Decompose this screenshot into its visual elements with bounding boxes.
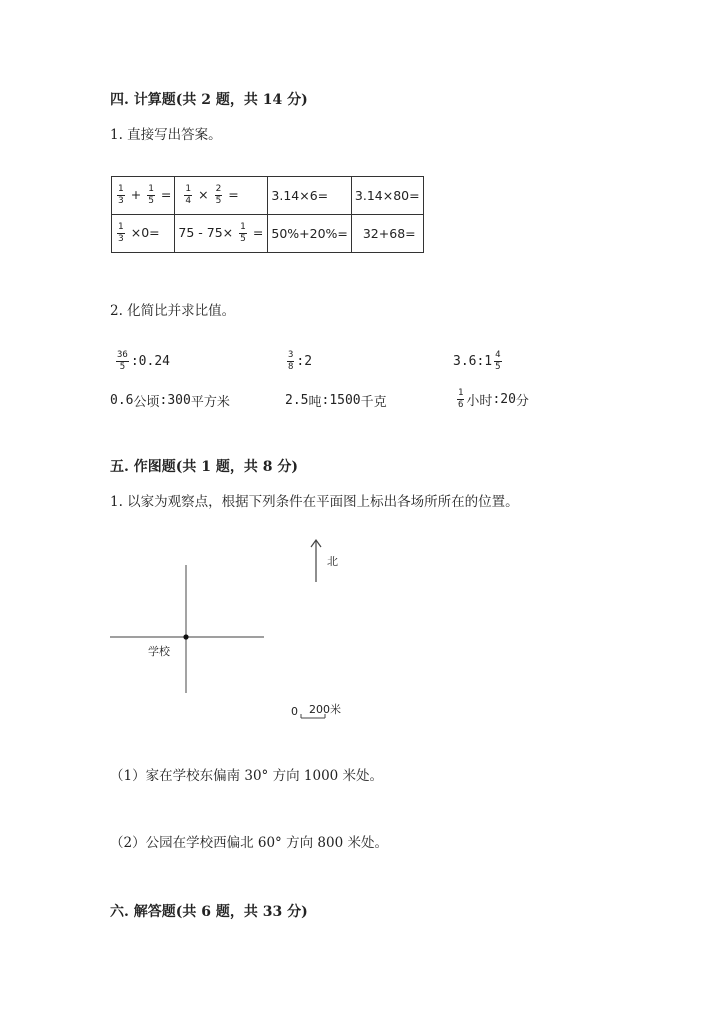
origin-label: 学校 — [148, 645, 170, 658]
ratio-item: $\frac{1}{6}$ 小时 : 20 分 — [458, 388, 529, 410]
fraction: $\frac{2}{5}$ — [215, 184, 222, 206]
table-cell: 75 - 75× $\frac{1}{5}$ = — [175, 215, 268, 253]
location-diagram — [0, 530, 720, 730]
condition-2: （2）公园在学校西偏北 60° 方向 800 米处。 — [110, 835, 388, 851]
table-cell: 32+68= — [351, 215, 423, 253]
question-2-label: 2. 化简比并求比值。 — [110, 303, 236, 319]
table-cell: 3.14×6= — [268, 177, 352, 215]
table-row — [112, 215, 424, 253]
fraction: $\frac{4}{5}$ — [495, 350, 501, 372]
scale-label: 200米 — [309, 703, 341, 716]
ratio-item: $\frac{3}{8}$ :2 — [288, 350, 313, 372]
table-cell: $\frac{1}{4}$ × $\frac{2}{5}$ = — [175, 177, 268, 215]
section-4-heading: 四. 计算题(共 2 题，共 14 分) — [110, 92, 308, 108]
ratio-item: 3.6:1 $\frac{4}{5}$ — [453, 350, 501, 372]
calc-table — [111, 176, 424, 253]
table-row — [112, 177, 424, 215]
fraction: $\frac{1}{5}$ — [148, 184, 154, 206]
north-arrow-icon — [311, 540, 321, 582]
table-cell: 3.14×80= — [351, 177, 423, 215]
fraction: $\frac{36}{5}$ — [117, 350, 128, 372]
fraction: $\frac{1}{3}$ — [118, 184, 124, 206]
ratio-item: 2.5 吨 : 1500 千克 — [285, 393, 387, 410]
ratio-item: $\frac{36}{5}$ :0.24 — [117, 350, 170, 372]
section-6-heading: 六. 解答题(共 6 题，共 33 分) — [110, 904, 308, 920]
fraction: $\frac{1}{3}$ — [118, 222, 124, 244]
table-cell: 50%+20%= — [268, 215, 352, 253]
fraction: $\frac{1}{6}$ — [458, 388, 464, 410]
fraction: $\frac{3}{8}$ — [288, 350, 294, 372]
table-cell: $\frac{1}{3}$ + $\frac{1}{5}$ = — [112, 177, 175, 215]
question-1-label: 1. 以家为观察点，根据下列条件在平面图上标出各场所所在的位置。 — [110, 494, 519, 510]
fraction: $\frac{1}{4}$ — [185, 184, 192, 206]
section-5-heading: 五. 作图题(共 1 题，共 8 分) — [110, 459, 298, 475]
fraction: $\frac{1}{5}$ — [240, 222, 246, 244]
origin-point — [183, 634, 188, 639]
ratio-item: 0.6 公顷 : 300 平方米 — [110, 393, 230, 410]
north-label: 北 — [327, 555, 338, 568]
question-1-label: 1. 直接写出答案。 — [110, 127, 222, 143]
table-cell: $\frac{1}{3}$ ×0= — [112, 215, 175, 253]
condition-1: （1）家在学校东偏南 30° 方向 1000 米处。 — [110, 768, 384, 784]
scale-zero-label: 0 — [291, 705, 298, 718]
